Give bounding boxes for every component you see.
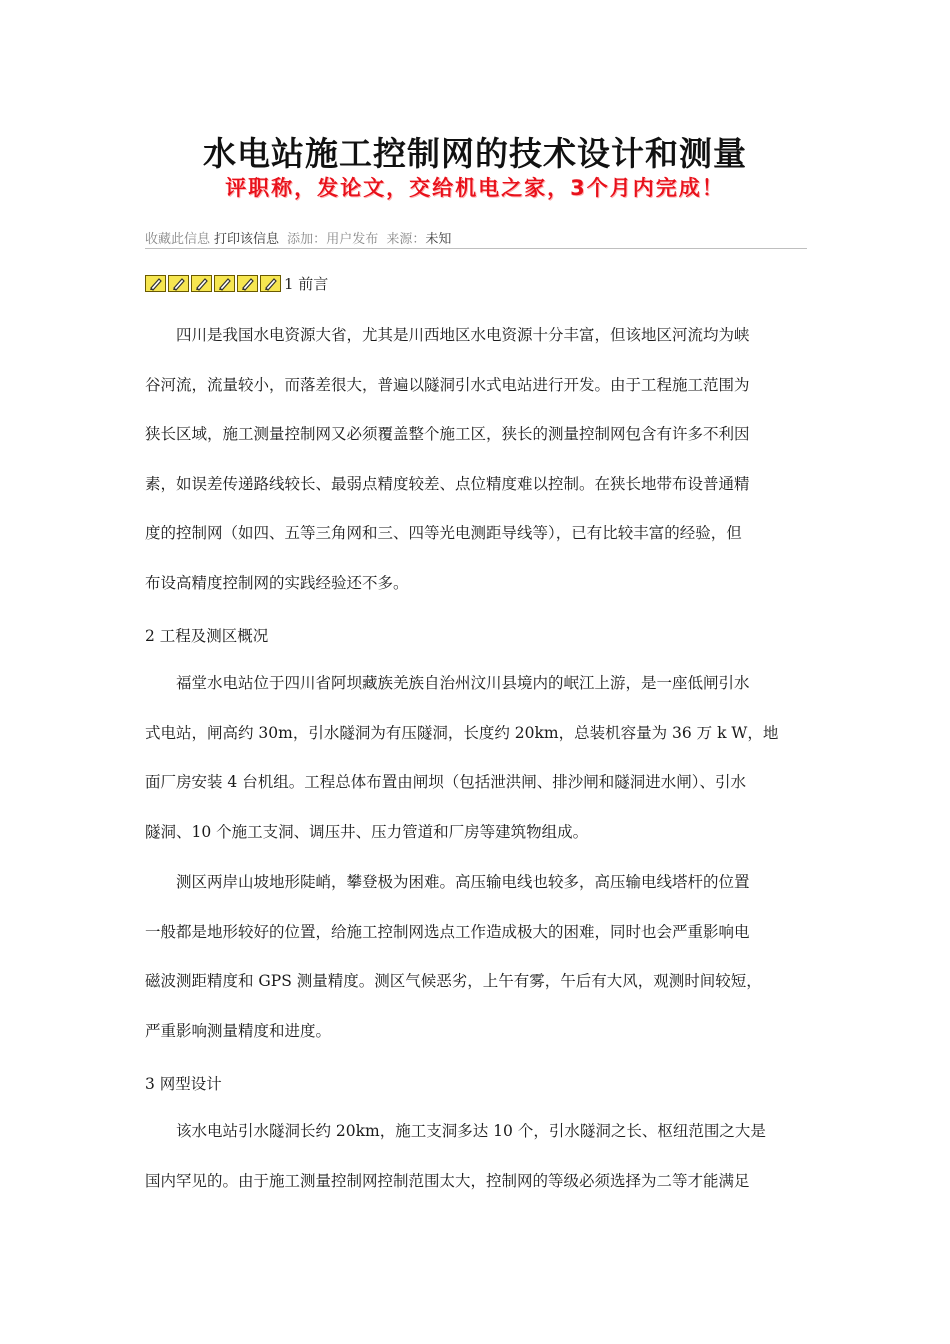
favorite-link[interactable]: 收藏此信息 (145, 232, 211, 247)
paragraph-line: 素，如误差传递路线较长、最弱点精度较差、点位精度难以控制。在狭长地带布设普通精 (145, 474, 750, 493)
paragraph-line: 福堂水电站位于四川省阿坝藏族羌族自治州汶川县境内的岷江上游，是一座低闸引水 (145, 674, 750, 692)
promo-banner[interactable]: 评职称，发论文，交给机电之家，3个月内完成！ (225, 176, 725, 200)
paragraph-line: 面厂房安装 4 台机组。工程总体布置由闸坝（包括泄洪闸、排沙闸和隧洞进水闸）、引水 (145, 773, 746, 791)
source-label: 来源： (386, 232, 426, 247)
paragraph-line: 磁波测距精度和 GPS 测量精度。测区气候恶劣，上午有雾，午后有大风，观测时间较短， (145, 972, 762, 990)
paragraph-line: 狭长区域，施工测量控制网又必须覆盖整个施工区，狭长的测量控制网包含有许多不利因 (145, 425, 750, 443)
paragraph-line: 一般都是地形较好的位置，给施工控制网选点工作造成极大的困难，同时也会严重影响电 (145, 922, 750, 941)
source-value: 未知 (425, 232, 452, 247)
paragraph-line: 谷河流，流量较小，而落差很大，普遍以隧洞引水式电站进行开发。由于工程施工范围为 (145, 375, 750, 394)
paragraph-line: 隧洞、10 个施工支洞、调压井、压力管道和厂房等建筑物组成。 (145, 822, 589, 841)
pencil-icon (191, 275, 212, 292)
page-title: 水电站施工控制网的技术设计和测量 (203, 134, 747, 173)
paragraph-line: 国内罕见的。由于施工测量控制网控制范围太大，控制网的等级必须选择为二等才能满足 (145, 1171, 750, 1190)
paragraph-line: 布设高精度控制网的实践经验还不多。 (145, 573, 409, 592)
paragraph-terrain (145, 858, 805, 1056)
meta-bar (145, 228, 455, 247)
paragraph-overview (145, 659, 805, 857)
added-value: 用户发布 (326, 232, 379, 247)
added-label: 添加： (287, 232, 327, 247)
pencil-icon (237, 275, 258, 292)
pencil-icon (260, 275, 281, 292)
paragraph-intro (145, 311, 805, 608)
section-3-title: 3 网型设计 (145, 1075, 222, 1093)
section-1-title: 1 前言 (284, 274, 329, 293)
meta-divider (145, 248, 807, 249)
paragraph-line: 式电站，闸高约 30m，引水隧洞为有压隧洞，长度约 20km，总装机容量为 36 万 k W，地 (145, 723, 779, 742)
print-link[interactable]: 打印该信息 (214, 232, 280, 247)
pencil-icon (214, 275, 235, 292)
paragraph-line: 该水电站引水隧洞长约 20km，施工支洞多达 10 个，引水隧洞之长、枢纽范围之大是 (145, 1122, 766, 1140)
section-2-title: 2 工程及测区概况 (145, 627, 269, 645)
paragraph-line: 四川是我国水电资源大省，尤其是川西地区水电资源十分丰富，但该地区河流均为峡 (145, 326, 750, 344)
icon-strip (145, 273, 328, 293)
pencil-icon (145, 275, 166, 292)
paragraph-line: 严重影响测量精度和进度。 (145, 1021, 332, 1040)
pencil-icon (168, 275, 189, 292)
paragraph-network-design (145, 1107, 805, 1206)
paragraph-line: 度的控制网（如四、五等三角网和三、四等光电测距导线等），已有比较丰富的经验，但 (145, 524, 742, 542)
paragraph-line: 测区两岸山坡地形陡峭，攀登极为困难。高压输电线也较多，高压输电线塔杆的位置 (145, 873, 750, 891)
